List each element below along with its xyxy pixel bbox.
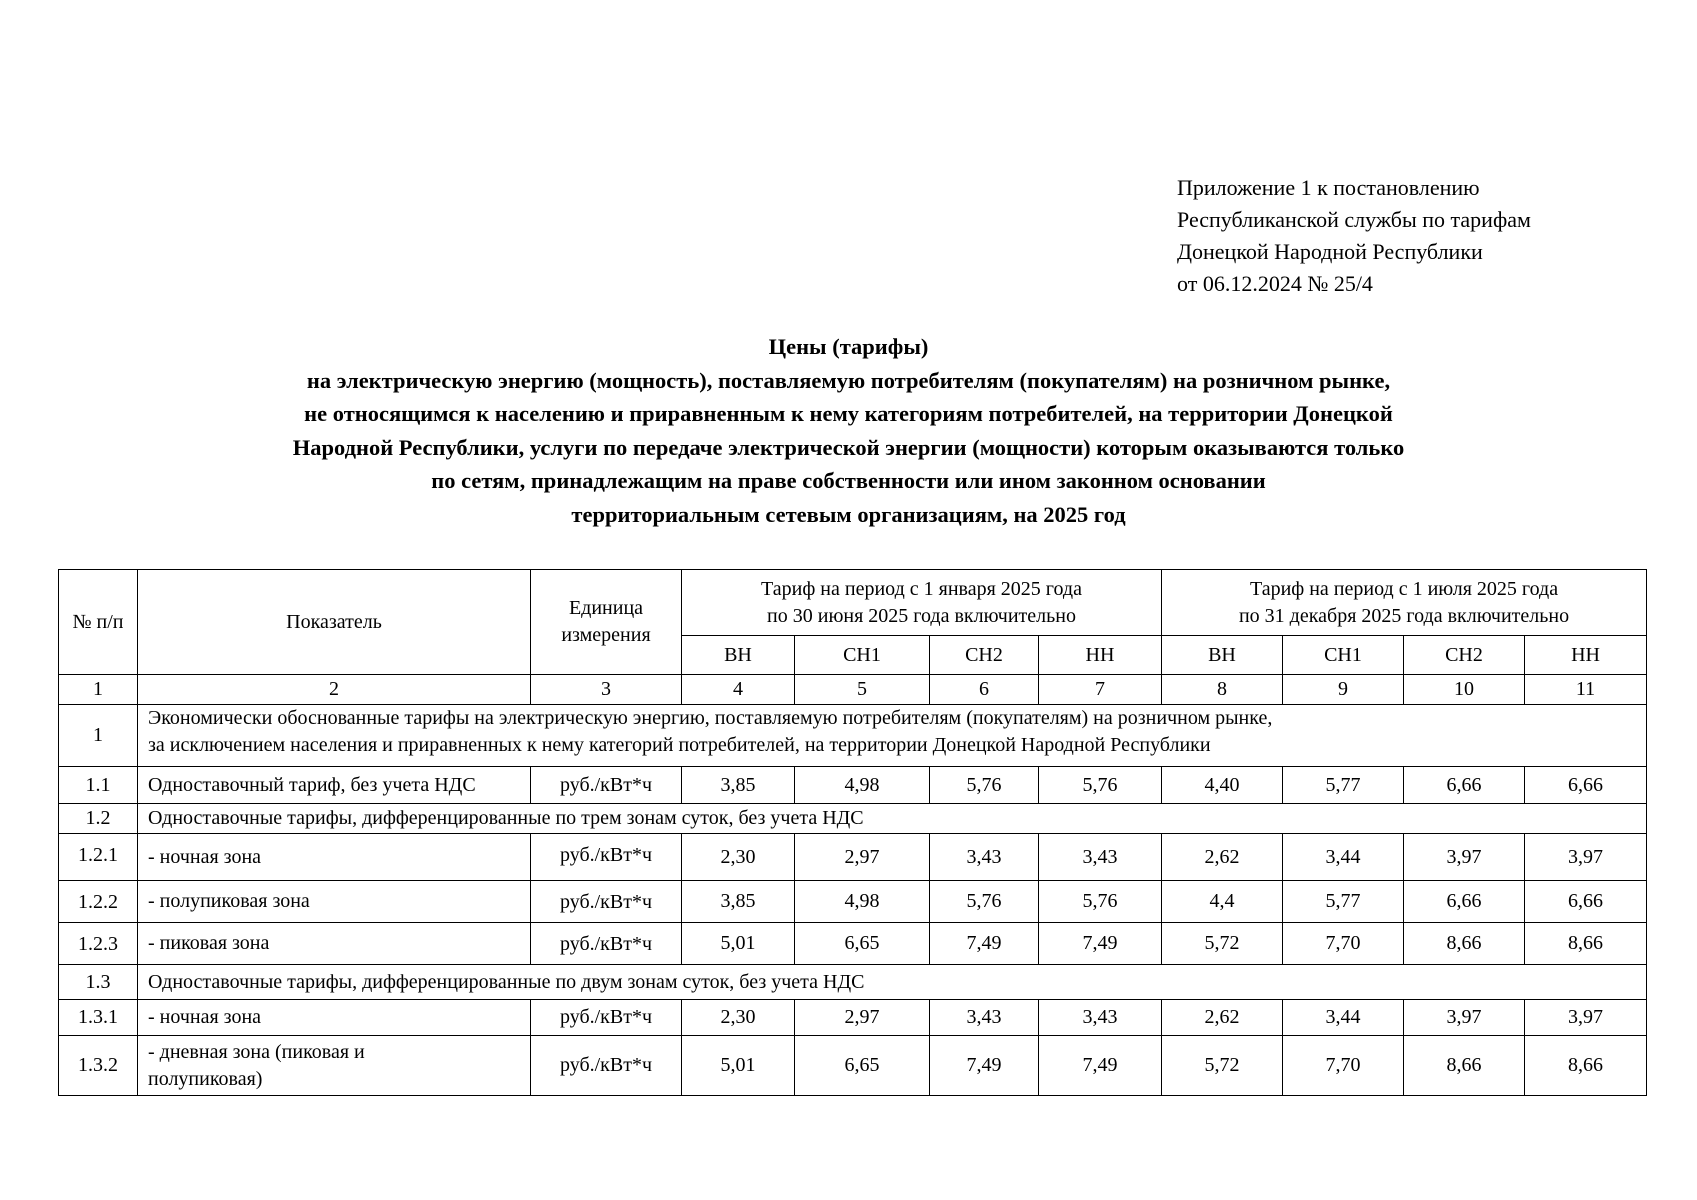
row-number: 1.1	[59, 767, 138, 804]
title-line: не относящимся к населению и приравненным к нему категориям потребителей, на территории Донецкой	[304, 401, 1393, 426]
row-number: 1.3	[59, 965, 138, 1000]
column-number: 10	[1404, 675, 1525, 705]
header-period-1	[682, 570, 1162, 636]
table-row	[59, 923, 1647, 965]
row-number: 1	[59, 705, 138, 767]
tariff-value: 5,76	[1039, 881, 1162, 923]
header-row	[59, 570, 1647, 636]
title-line: по сетям, принадлежащим на праве собственности или ином законном основании	[431, 468, 1266, 493]
row-number: 1.2.3	[59, 923, 138, 965]
column-number: 11	[1525, 675, 1647, 705]
column-number: 2	[138, 675, 531, 705]
voltage-level: СН2	[930, 636, 1039, 675]
tariff-value: 3,43	[1039, 1000, 1162, 1036]
header-indicator: Показатель	[138, 570, 531, 675]
tariff-value: 2,62	[1162, 1000, 1283, 1036]
tariff-value: 6,66	[1525, 881, 1647, 923]
column-number: 4	[682, 675, 795, 705]
header-num: № п/п	[59, 570, 138, 675]
row-unit: руб./кВт*ч	[531, 881, 682, 923]
voltage-level: НН	[1039, 636, 1162, 675]
appendix-line: Приложение 1 к постановлению	[1177, 175, 1480, 200]
tariff-table	[58, 569, 1647, 1096]
row-number: 1.2.2	[59, 881, 138, 923]
voltage-level: ВН	[1162, 636, 1283, 675]
tariff-value: 7,70	[1283, 1036, 1404, 1096]
header-period-line: по 31 декабря 2025 года включительно	[1238, 604, 1570, 627]
row-indicator: - ночная зона	[138, 834, 531, 881]
tariff-value: 7,49	[1039, 923, 1162, 965]
tariff-value: 3,44	[1283, 834, 1404, 881]
tariff-value: 5,76	[930, 881, 1039, 923]
tariff-value: 2,97	[795, 834, 930, 881]
tariff-value: 5,77	[1283, 881, 1404, 923]
tariff-value: 7,70	[1283, 923, 1404, 965]
column-number: 6	[930, 675, 1039, 705]
row-unit: руб./кВт*ч	[531, 834, 682, 881]
section-title-line: за исключением населения и приравненных к нему категорий потребителей, на территории Донецкой Народной Республики	[148, 734, 1211, 756]
row-unit: руб./кВт*ч	[531, 1036, 682, 1096]
voltage-level: СН1	[795, 636, 930, 675]
section-row	[59, 804, 1647, 834]
tariff-value: 8,66	[1525, 923, 1647, 965]
tariff-value: 8,66	[1525, 1036, 1647, 1096]
title-line: территориальным сетевым организациям, на 2025 год	[571, 501, 1126, 527]
tariff-value: 5,72	[1162, 1036, 1283, 1096]
row-indicator: - ночная зона	[138, 1000, 531, 1036]
header-unit-line: измерения	[561, 624, 651, 646]
header-period-line: Тариф на период с 1 июля 2025 года	[1249, 577, 1559, 600]
table-row	[59, 834, 1647, 881]
section-title	[138, 705, 1647, 767]
appendix-block	[1177, 172, 1531, 300]
table-row	[59, 1000, 1647, 1036]
row-number: 1.2.1	[59, 834, 138, 881]
tariff-value: 5,77	[1283, 767, 1404, 804]
row-number: 1.3.2	[59, 1036, 138, 1096]
row-number: 1.3.1	[59, 1000, 138, 1036]
voltage-level: СН1	[1283, 636, 1404, 675]
column-number: 9	[1283, 675, 1404, 705]
table-row	[59, 881, 1647, 923]
voltage-level: ВН	[682, 636, 795, 675]
header-unit-line: Единица	[568, 597, 644, 619]
tariff-value: 7,49	[930, 923, 1039, 965]
column-number-row	[59, 675, 1647, 705]
tariff-value: 2,30	[682, 834, 795, 881]
appendix-line: от 06.12.2024 № 25/4	[1177, 271, 1373, 296]
tariff-value: 8,66	[1404, 923, 1525, 965]
tariff-value: 3,43	[1039, 834, 1162, 881]
row-unit: руб./кВт*ч	[531, 923, 682, 965]
tariff-value: 4,40	[1162, 767, 1283, 804]
row-indicator	[138, 1036, 531, 1096]
header-period-line: по 30 июня 2025 года включительно	[767, 604, 1076, 627]
tariff-value: 3,43	[930, 834, 1039, 881]
tariff-value: 6,66	[1404, 767, 1525, 804]
tariff-value: 8,66	[1404, 1036, 1525, 1096]
row-unit: руб./кВт*ч	[531, 1000, 682, 1036]
tariff-value: 6,66	[1525, 767, 1647, 804]
appendix-line: Республиканской службы по тарифам	[1177, 207, 1531, 232]
row-indicator-line: - дневная зона (пиковая и	[148, 1040, 365, 1063]
tariff-value: 3,44	[1283, 1000, 1404, 1036]
tariff-value: 6,65	[795, 923, 930, 965]
tariff-value: 7,49	[930, 1036, 1039, 1096]
column-number: 5	[795, 675, 930, 705]
voltage-level: НН	[1525, 636, 1647, 675]
header-period-2	[1162, 570, 1647, 636]
tariff-value: 4,98	[795, 881, 930, 923]
row-indicator: - полупиковая зона	[138, 881, 531, 923]
tariff-value: 2,62	[1162, 834, 1283, 881]
document-title	[0, 330, 1697, 531]
header-unit	[531, 570, 682, 675]
section-title-line: Экономически обоснованные тарифы на электрическую энергию, поставляемую потребителям (покупателям) на розничном рынке,	[148, 707, 1273, 729]
tariff-value: 3,85	[682, 881, 795, 923]
column-number: 1	[59, 675, 138, 705]
voltage-level: СН2	[1404, 636, 1525, 675]
table-row	[59, 1036, 1647, 1096]
tariff-value: 3,97	[1404, 834, 1525, 881]
row-indicator-line: полупиковая)	[148, 1067, 263, 1090]
tariff-value: 4,98	[795, 767, 930, 804]
tariff-value: 3,97	[1525, 834, 1647, 881]
section-row	[59, 705, 1647, 767]
row-number: 1.2	[59, 804, 138, 834]
column-number: 8	[1162, 675, 1283, 705]
section-title: Одноставочные тарифы, дифференцированные по трем зонам суток, без учета НДС	[138, 804, 1647, 834]
tariff-value: 3,97	[1525, 1000, 1647, 1036]
appendix-line: Донецкой Народной Республики	[1177, 239, 1483, 264]
tariff-value: 5,76	[930, 767, 1039, 804]
column-number: 7	[1039, 675, 1162, 705]
tariff-value: 2,30	[682, 1000, 795, 1036]
row-indicator: - пиковая зона	[138, 923, 531, 965]
tariff-value: 6,65	[795, 1036, 930, 1096]
tariff-value: 3,97	[1404, 1000, 1525, 1036]
title-line: на электрическую энергию (мощность), поставляемую потребителям (покупателям) на розничном рынке,	[306, 367, 1391, 393]
title-line: Цены (тарифы)	[768, 334, 929, 359]
tariff-value: 3,85	[682, 767, 795, 804]
column-number: 3	[531, 675, 682, 705]
row-indicator: Одноставочный тариф, без учета НДС	[138, 767, 531, 804]
tariff-value: 4,4	[1162, 881, 1283, 923]
tariff-value: 5,72	[1162, 923, 1283, 965]
tariff-value: 7,49	[1039, 1036, 1162, 1096]
tariff-value: 2,97	[795, 1000, 930, 1036]
section-row	[59, 965, 1647, 1000]
table-row	[59, 767, 1647, 804]
tariff-value: 5,76	[1039, 767, 1162, 804]
section-title: Одноставочные тарифы, дифференцированные по двум зонам суток, без учета НДС	[138, 965, 1647, 1000]
tariff-value: 5,01	[682, 923, 795, 965]
header-period-line: Тариф на период с 1 января 2025 года	[761, 577, 1082, 600]
title-line: Народной Республики, услуги по передаче электрической энергии (мощности) которым оказываются только	[292, 434, 1405, 460]
row-unit: руб./кВт*ч	[531, 767, 682, 804]
tariff-value: 6,66	[1404, 881, 1525, 923]
tariff-value: 5,01	[682, 1036, 795, 1096]
tariff-value: 3,43	[930, 1000, 1039, 1036]
